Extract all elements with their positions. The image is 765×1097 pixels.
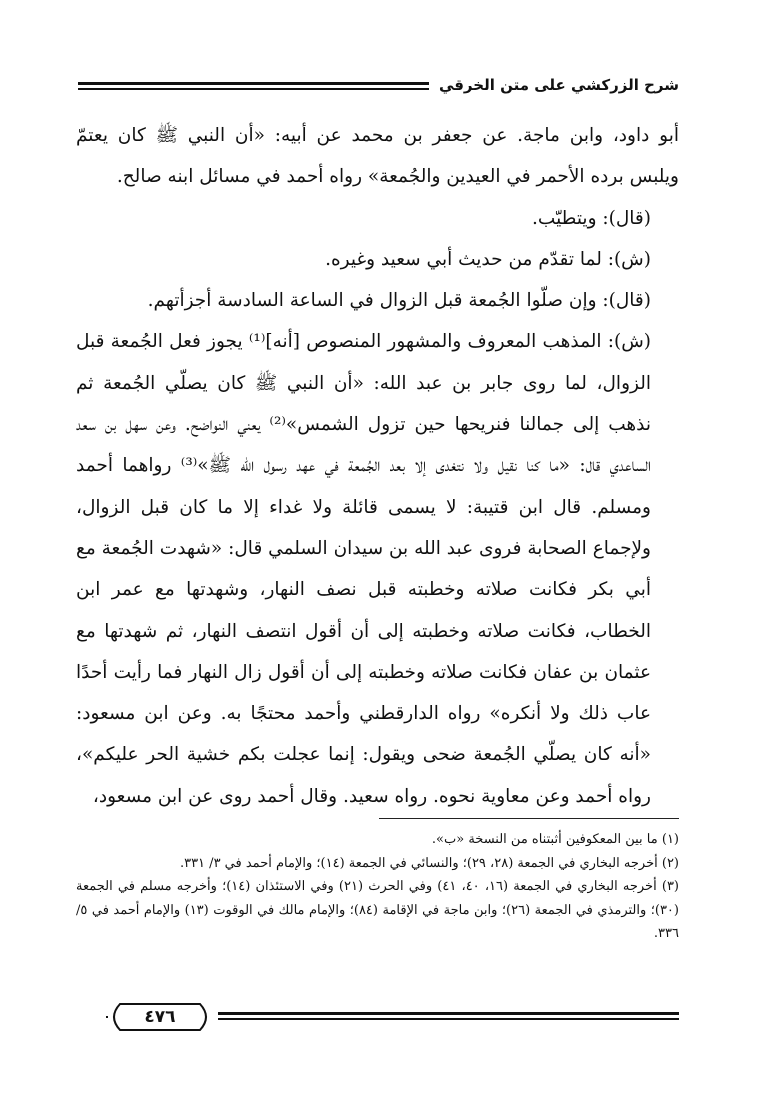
page-footer [78, 1000, 679, 1036]
header-double-rule [78, 82, 429, 94]
page-number-badge [106, 1002, 214, 1032]
footnotes [76, 828, 679, 946]
header-title: شرح الزركشي على متن الخرقي [438, 76, 679, 94]
footnote: (٢) أخرجه البخاري في الجمعة (٢٨، ٢٩)؛ والنسائي في الجمعة (١٤)؛ والإمام أحمد في ٣/ ٣٣١. [179, 855, 679, 871]
footnote: (٣) أخرجه البخاري في الجمعة (١٦، ٤٠، ٤١) وفي الحرث (٢١) وفي الاستئذان (١٤)؛ وأخرجه مسلم في الجمعة (٣٠)؛ والترمذي في الجمعة (٢٦)؛ وابن ماجة في الإقامة (٨٤)؛ والإمام مالك في الوقوت (١٣) والإمام أحمد في ٥/ ٣٣٦. [76, 879, 679, 941]
paragraph: (قال): وإن صلّوا الجُمعة قبل الزوال في الساعة السادسة أجزأتهم. [147, 290, 651, 312]
paragraph: (ش): لما تقدّم من حديث أبي سعيد وغيره. [325, 248, 651, 270]
footnote: (١) ما بين المعكوفين أثبتناه من النسخة «ب». [431, 832, 679, 847]
paragraph: أبو داود، وابن ماجة. عن جعفر بن محمد عن أبيه: «أن النبي ﷺ كان يعتمّ ويلبس برده الأحمر في العيدين والجُمعة» رواه أحمد في مسائل ابنه صالح. [76, 125, 679, 188]
page-number: ٤٧٦ [144, 1007, 176, 1027]
paragraph: (قال): ويتطيّب. [532, 207, 651, 229]
main-text [76, 115, 679, 817]
footnote-separator [379, 818, 679, 819]
running-header [78, 74, 679, 104]
footer-double-rule [218, 1012, 679, 1024]
paragraph: (ش): المذهب المعروف والمشهور المنصوص [أنه]⁽¹⁾ يجوز فعل الجُمعة قبل الزوال، لما روى جابر بن عبد الله: «أن النبي ﷺ كان يصلّي الجُمعة ثم نذهب إلى جمالنا فنريحها حين تزول الشمس»⁽²⁾ يعني النواضح. وعن سهل بن سعد الساعدي قال: «ما كنا نقيل ولا نتغدى إلا بعد الجُمعة في عهد رسول الله ﷺ»⁽³⁾ رواهما أحمد ومسلم. قال ابن قتيبة: لا يسمى قائلة ولا غداء إلا ما كان قبل الزوال، ولإجماع الصحابة فروى عبد الله بن سيدان السلمي قال: «شهدت الجُمعة مع أبي بكر فكانت صلاته وخطبته قبل نصف النهار، وشهدتها مع عمر ابن الخطاب، فكانت صلاته وخطبته إلى أن أقول انتصف النهار، ثم شهدتها مع عثمان بن عفان فكانت صلاته وخطبته إلى أن أقول زال النهار فما رأيت أحدًا عاب ذلك ولا أنكره» رواه الدارقطني وأحمد محتجًا به. وعن ابن مسعود: «أنه كان يصلّي الجُمعة ضحى ويقول: إنما عجلت بكم خشية الحر عليكم»، رواه أحمد وعن معاوية نحوه. رواه سعيد. وقال أحمد روى عن ابن مسعود، [76, 331, 652, 807]
